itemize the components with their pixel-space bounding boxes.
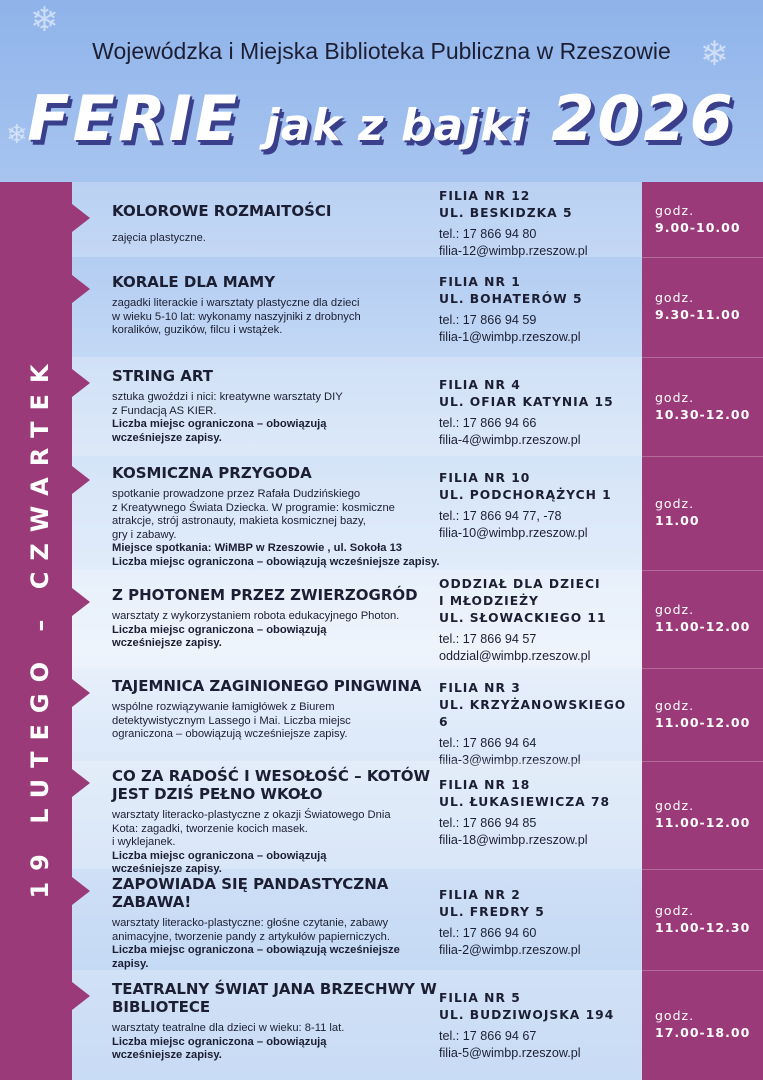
event-description — [112, 809, 442, 877]
branch-name: FILIA NR 18 — [439, 778, 531, 792]
time-label: godz. — [655, 602, 695, 617]
event-description — [112, 1022, 442, 1063]
time-divider — [642, 970, 763, 971]
branch-address: UL. PODCHORĄŻYCH 1 — [439, 488, 612, 502]
branch-email[interactable]: filia-3@wimbp.rzeszow.pl — [439, 753, 581, 767]
registration-note: Liczba miejsc ograniczona – obowiązują wcześniejsze zapisy. — [112, 555, 440, 568]
event-title: KOSMICZNA PRZYGODA — [112, 464, 312, 482]
branch-email[interactable]: filia-5@wimbp.rzeszow.pl — [439, 1046, 581, 1060]
registration-note: Liczba miejsc ograniczona – obowiązują — [112, 1035, 327, 1048]
time-label: godz. — [655, 496, 695, 511]
event-time — [655, 902, 763, 936]
registration-note: wcześniejsze zapisy. — [112, 863, 222, 876]
branch-email[interactable]: filia-12@wimbp.rzeszow.pl — [439, 244, 588, 258]
time-label: godz. — [655, 203, 695, 218]
branch-address: UL. BUDZIWOJSKA 194 — [439, 1008, 615, 1022]
branch-phone: tel.: 17 866 94 85 — [439, 816, 537, 830]
branch-address: UL. OFIAR KATYNIA 15 — [439, 395, 614, 409]
event-description — [112, 297, 442, 338]
event-title: KOLOROWE ROZMAITOŚCI — [112, 202, 332, 220]
branch-address: UL. BOHATERÓW 5 — [439, 292, 583, 306]
time-value: 10.30-12.00 — [655, 407, 751, 422]
description-line: zajęcia plastyczne. — [112, 232, 206, 244]
time-value: 11.00-12.00 — [655, 619, 751, 634]
time-divider — [642, 668, 763, 669]
registration-note: Liczba miejsc ograniczona – obowiązują — [112, 849, 327, 862]
event-time — [655, 1007, 763, 1041]
branch-email[interactable]: filia-4@wimbp.rzeszow.pl — [439, 433, 581, 447]
time-value: 11.00 — [655, 513, 700, 528]
description-line: z Kreatywnego Świata Dziecka. W programie: kosmiczne — [112, 501, 395, 514]
event-time — [655, 697, 763, 731]
description-line: wspólne rozwiązywanie łamigłówek z Biurem — [112, 701, 335, 713]
time-divider — [642, 869, 763, 870]
time-label: godz. — [655, 390, 695, 405]
event-title: TAJEMNICA ZAGINIONEGO PINGWINA — [112, 677, 422, 695]
row-arrow-icon — [72, 369, 90, 397]
registration-note: wcześniejsze zapisy. — [112, 431, 222, 444]
row-arrow-icon — [72, 204, 90, 232]
registration-note: Liczba miejsc ograniczona – obowiązują — [112, 418, 327, 431]
row-arrow-icon — [72, 466, 90, 494]
branch-name: FILIA NR 4 — [439, 378, 521, 392]
branch-name: FILIA NR 10 — [439, 471, 531, 485]
description-line: gry i zabawy. — [112, 528, 177, 541]
event-description — [112, 488, 442, 570]
branch-email[interactable]: filia-1@wimbp.rzeszow.pl — [439, 330, 581, 344]
branch-name: I MŁODZIEŻY — [439, 594, 539, 608]
time-value: 11.00-12.30 — [655, 920, 751, 935]
row-arrow-icon — [72, 275, 90, 303]
event-title: KORALE DLA MAMY — [112, 273, 276, 291]
branch-info — [439, 680, 639, 769]
registration-note: wcześniejsze zapisy. — [112, 1049, 222, 1062]
event-row — [72, 668, 642, 767]
branch-phone: tel.: 17 866 94 67 — [439, 1029, 537, 1043]
branch-phone: tel.: 17 866 94 57 — [439, 632, 537, 646]
description-line: spotkanie prowadzone przez Rafała Dudzińskiego — [112, 488, 361, 500]
branch-email[interactable]: filia-2@wimbp.rzeszow.pl — [439, 943, 581, 957]
branch-name: FILIA NR 1 — [439, 275, 521, 289]
branch-name: FILIA NR 3 — [439, 681, 521, 695]
branch-info — [439, 274, 639, 346]
description-line: sztuka gwoździ i nici: kreatywne warsztaty DIY — [112, 391, 343, 403]
branch-info — [439, 887, 639, 959]
event-description — [112, 391, 442, 445]
branch-phone: tel.: 17 866 94 64 — [439, 736, 537, 750]
event-description — [112, 701, 442, 742]
branch-name: FILIA NR 5 — [439, 991, 521, 1005]
time-label: godz. — [655, 1008, 695, 1023]
branch-phone: tel.: 17 866 94 60 — [439, 926, 537, 940]
description-line: Kota: zagadki, tworzenie kocich masek. — [112, 822, 308, 835]
time-value: 11.00-12.00 — [655, 815, 751, 830]
event-row — [72, 357, 642, 456]
branch-phone: tel.: 17 866 94 77, -78 — [439, 509, 562, 523]
registration-note: wcześniejsze zapisy. — [112, 637, 222, 650]
branch-info — [439, 377, 639, 449]
time-divider — [642, 456, 763, 457]
branch-email[interactable]: filia-18@wimbp.rzeszow.pl — [439, 833, 588, 847]
snowflake-icon: ❄ — [700, 34, 729, 74]
event-title: ZAPOWIADA SIĘ PANDASTYCZNA ZABAWA! — [112, 875, 389, 911]
branch-name: FILIA NR 2 — [439, 888, 521, 902]
branch-address: UL. KRZYŻANOWSKIEGO 6 — [439, 698, 627, 729]
row-arrow-icon — [72, 588, 90, 616]
registration-note: Liczba miejsc ograniczona – obowiązują — [112, 623, 327, 636]
branch-address: UL. FREDRY 5 — [439, 905, 545, 919]
time-divider — [642, 570, 763, 571]
branch-info — [439, 990, 639, 1062]
branch-name: FILIA NR 12 — [439, 189, 531, 203]
event-title: STRING ART — [112, 367, 213, 385]
description-line: koralików, guzików, filcu i wstążek. — [112, 324, 283, 337]
registration-note: Liczba miejsc ograniczona – obowiązują wcześniejsze — [112, 944, 400, 957]
poster-title — [0, 82, 763, 155]
description-line: i wyklejanek. — [112, 836, 176, 849]
description-line: warsztaty teatralne dla dzieci w wieku: 8-11 lat. — [112, 1022, 345, 1034]
branch-info — [439, 576, 639, 665]
event-row — [72, 970, 642, 1080]
branch-info — [439, 470, 639, 542]
branch-address: UL. ŁUKASIEWICZA 78 — [439, 795, 611, 809]
description-line: ograniczona – obowiązują wcześniejsze zapisy. — [112, 728, 348, 741]
description-line: warsztaty z wykorzystaniem robota edukacyjnego Photon. — [112, 610, 400, 622]
event-row — [72, 869, 642, 970]
event-description — [112, 610, 442, 651]
branch-info — [439, 777, 639, 849]
snowflake-icon: ❄ — [30, 0, 59, 40]
row-arrow-icon — [72, 877, 90, 905]
title-year: 2026 — [551, 82, 736, 155]
event-row — [72, 257, 642, 357]
event-title: Z PHOTONEM PRZEZ ZWIERZOGRÓD — [112, 586, 418, 604]
time-label: godz. — [655, 290, 695, 305]
title-jak-z-bajki: jak z bajki — [264, 100, 527, 151]
description-line: z Fundacją AS KIER. — [112, 404, 217, 417]
time-divider — [642, 257, 763, 258]
branch-email[interactable]: filia-10@wimbp.rzeszow.pl — [439, 526, 588, 540]
time-value: 9.30-11.00 — [655, 307, 741, 322]
branch-email[interactable]: oddzial@wimbp.rzeszow.pl — [439, 649, 591, 663]
description-line: zagadki literackie i warsztaty plastyczne dla dzieci — [112, 297, 360, 309]
library-name: Wojewódzka i Miejska Biblioteka Publiczna w Rzeszowie — [92, 38, 671, 64]
branch-phone: tel.: 17 866 94 66 — [439, 416, 537, 430]
branch-info — [439, 188, 639, 260]
branch-address: UL. BESKIDZKA 5 — [439, 206, 573, 220]
branch-name: ODDZIAŁ DLA DZIECI — [439, 577, 601, 591]
branch-phone: tel.: 17 866 94 59 — [439, 313, 537, 327]
event-time — [655, 797, 763, 831]
description-line: warsztaty literacko-plastyczne z okazji Światowego Dnia — [112, 809, 391, 821]
title-ferie: FERIE — [27, 82, 241, 155]
registration-note: Miejsce spotkania: WiMBP w Rzeszowie , ul. Sokoła 13 — [112, 542, 403, 555]
time-label: godz. — [655, 798, 695, 813]
row-arrow-icon — [72, 679, 90, 707]
event-time — [655, 202, 763, 236]
time-value: 11.00-12.00 — [655, 715, 751, 730]
row-arrow-icon — [72, 982, 90, 1010]
time-divider — [642, 761, 763, 762]
time-divider — [642, 357, 763, 358]
event-row — [72, 570, 642, 668]
event-description — [112, 232, 442, 246]
event-row — [72, 182, 642, 257]
description-line: detektywistycznym Lassego i Mai. Liczba miejsc — [112, 714, 351, 727]
event-description — [112, 917, 442, 971]
event-time — [655, 289, 763, 323]
event-date: 19 LUTEGO – CZWARTEK — [26, 353, 54, 899]
branch-phone: tel.: 17 866 94 80 — [439, 227, 537, 241]
event-time — [655, 495, 763, 529]
description-line: animacyjne, tworzenie pandy z artykułów papierniczych. — [112, 930, 390, 943]
registration-note: zapisy. — [112, 957, 149, 970]
event-title: TEATRALNY ŚWIAT JANA BRZECHWY W BIBLIOTECE — [112, 980, 437, 1016]
time-value: 9.00-10.00 — [655, 220, 741, 235]
event-time — [655, 389, 763, 423]
time-label: godz. — [655, 698, 695, 713]
event-row — [72, 761, 642, 876]
description-line: warsztaty literacko-plastyczne: głośne czytanie, zabawy — [112, 917, 389, 929]
event-title: CO ZA RADOŚĆ I WESOŁOŚĆ – KOTÓW JEST DZIŚ PEŁNO WKOŁO — [112, 767, 431, 803]
event-time — [655, 601, 763, 635]
time-label: godz. — [655, 903, 695, 918]
description-line: atrakcje, strój astronauty, makieta kosmicznej bazy, — [112, 515, 366, 528]
row-arrow-icon — [72, 769, 90, 797]
time-value: 17.00-18.00 — [655, 1025, 751, 1040]
branch-address: UL. SŁOWACKIEGO 11 — [439, 611, 607, 625]
event-row — [72, 456, 642, 570]
description-line: w wieku 5-10 lat: wykonamy naszyjniki z drobnych — [112, 310, 361, 323]
snowflake-icon: ❄ — [6, 120, 28, 150]
